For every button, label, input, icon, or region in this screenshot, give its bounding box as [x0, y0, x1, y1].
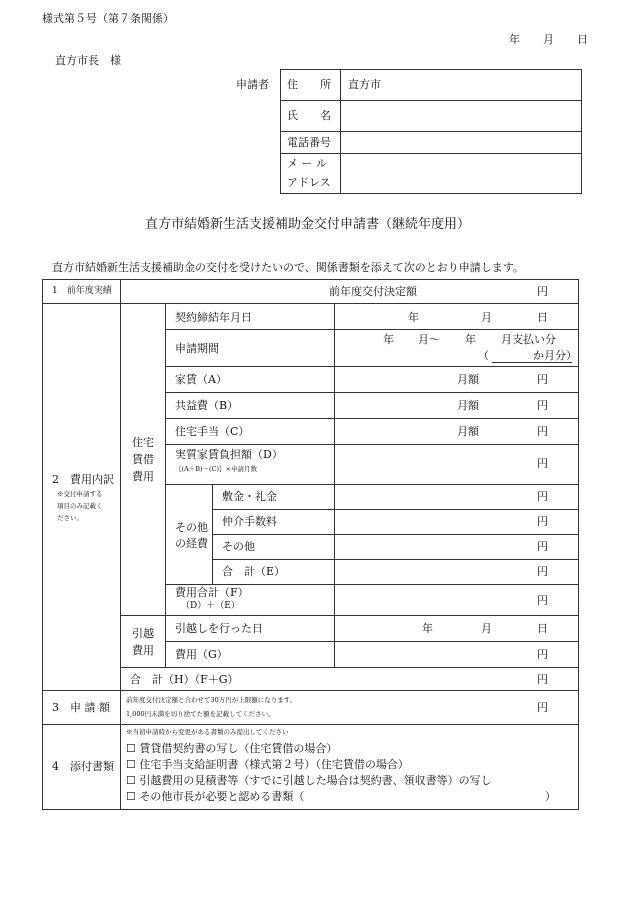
email-label-2: アドレス	[287, 176, 331, 189]
moving-label-1: 引越	[132, 627, 154, 640]
actual-burden-unit: 円	[537, 457, 548, 470]
attachment-moving-estimate[interactable]: ☐ 引越費用の見積書等（すでに引越した場合は契約書、領収書等）の写し	[126, 774, 492, 787]
addressee: 直方市長 様	[55, 54, 121, 67]
deposit-label: 敷金・礼金	[222, 490, 277, 503]
common-monthly: 月額	[457, 399, 479, 412]
prev-decision-label: 前年度交付決定額	[329, 285, 417, 298]
period-start-year: 年	[383, 333, 394, 346]
moving-date-label: 引越しを行った日	[175, 622, 263, 635]
name-field[interactable]	[342, 102, 580, 129]
total-h-unit: 円	[537, 673, 548, 686]
subtotal-e-unit: 円	[537, 565, 548, 578]
agency-fee-label: 仲介手数料	[222, 515, 277, 528]
period-start-month: 月～	[418, 333, 440, 346]
contract-month: 月	[481, 311, 492, 324]
section2-note-2: 項目のみ記載く	[57, 502, 103, 510]
page-title: 直方市結婚新生活支援補助金交付申請書（継続年度用）	[145, 217, 471, 232]
common-unit: 円	[537, 399, 548, 412]
moving-cost-unit: 円	[537, 648, 548, 661]
contract-year: 年	[408, 311, 419, 324]
period-label: 申請期間	[175, 342, 219, 355]
section2-note-3: ださい。	[57, 514, 83, 522]
section2-note-1: ※交付申請する	[57, 490, 103, 498]
agency-fee-unit: 円	[537, 515, 548, 528]
section3-note-2: 1,000円未満を切り捨てた額を記載してください。	[126, 710, 275, 718]
total-f-formula: （D）＋（E）	[181, 601, 240, 611]
attachment-allowance-cert[interactable]: ☐ 住宅手当支給証明書（様式第２号）（住宅賃借の場合）	[126, 758, 409, 771]
subtotal-e-label: 合 計（E）	[222, 565, 286, 578]
section3-label: 3 申 請 額	[52, 701, 110, 714]
contract-day: 日	[537, 311, 548, 324]
attachment-other-docs[interactable]: ☐ その他市長が必要と認める書類（	[126, 790, 305, 803]
moving-day: 日	[537, 622, 548, 635]
rent-label: 家賃（A）	[175, 373, 227, 386]
total-h-label: 合 計（H）（F＋G）	[130, 673, 239, 686]
address-field[interactable]: 直方市	[348, 78, 381, 91]
common-fee-label: 共益費（B）	[175, 399, 239, 412]
section3-note-1: 前年度交付決定額と合わせて30万円が上限額になります。	[126, 696, 297, 704]
rent-unit: 円	[537, 373, 548, 386]
date-year: 年	[509, 33, 520, 46]
attachment-other-close: ）	[545, 790, 556, 803]
total-f-label: 費用合計（F）	[175, 586, 249, 599]
deposit-unit: 円	[537, 490, 548, 503]
allowance-monthly: 月額	[457, 425, 479, 438]
period-end-month: 月支払い分	[501, 333, 556, 346]
phone-field[interactable]	[342, 133, 580, 152]
email-label-1: メ ー ル	[287, 157, 327, 170]
moving-label-2: 費用	[132, 644, 154, 657]
section2-label: 2 費用内訳	[52, 473, 114, 486]
housing-label-2: 賃借	[132, 453, 154, 466]
contract-date-label: 契約締結年月日	[175, 311, 252, 324]
prev-decision-unit: 円	[537, 285, 548, 298]
actual-burden-label: 実質家賃負担額（D）	[175, 448, 283, 461]
attachment-lease-copy[interactable]: ☐ 賃貸借契約書の写し（住宅賃借の場合）	[126, 742, 338, 755]
moving-year: 年	[422, 622, 433, 635]
phone-label: 電話番号	[287, 136, 331, 149]
moving-month: 月	[481, 622, 492, 635]
other-label: その他	[222, 540, 255, 553]
other-expenses-label-1: その他	[175, 521, 208, 534]
section1-label: 1 前年度実績	[52, 286, 112, 296]
section4-label: 4 添付書類	[52, 760, 114, 773]
housing-label-3: 費用	[132, 470, 154, 483]
section3-unit: 円	[537, 701, 548, 714]
rent-monthly: 月額	[457, 373, 479, 386]
name-label: 氏 名	[287, 109, 331, 122]
section4-note: ※当初申請時から変更がある書類のみ提出してください	[126, 728, 289, 736]
date-month: 月	[543, 33, 554, 46]
allowance-unit: 円	[537, 425, 548, 438]
address-label: 住 所	[287, 78, 331, 91]
moving-cost-label: 費用（G）	[175, 648, 228, 661]
form-number: 様式第５号（第７条関係）	[42, 12, 174, 25]
date-day: 日	[577, 33, 588, 46]
total-f-unit: 円	[537, 594, 548, 607]
other-expenses-label-2: の経費	[175, 537, 208, 550]
email-field[interactable]	[342, 155, 580, 192]
applicant-label: 申請者	[236, 78, 269, 91]
intro-text: 直方市結婚新生活支援補助金の交付を受けたいので、関係書類を添えて次のとおり申請します。	[52, 261, 524, 274]
actual-burden-formula: ｛(A＋B)－(C)｝×申請月数	[175, 465, 258, 473]
period-months: （ か月分）	[478, 349, 577, 362]
allowance-label: 住宅手当（C）	[175, 425, 250, 438]
housing-label-1: 住宅	[132, 436, 154, 449]
period-end-year: 年	[465, 333, 476, 346]
other-unit: 円	[537, 540, 548, 553]
